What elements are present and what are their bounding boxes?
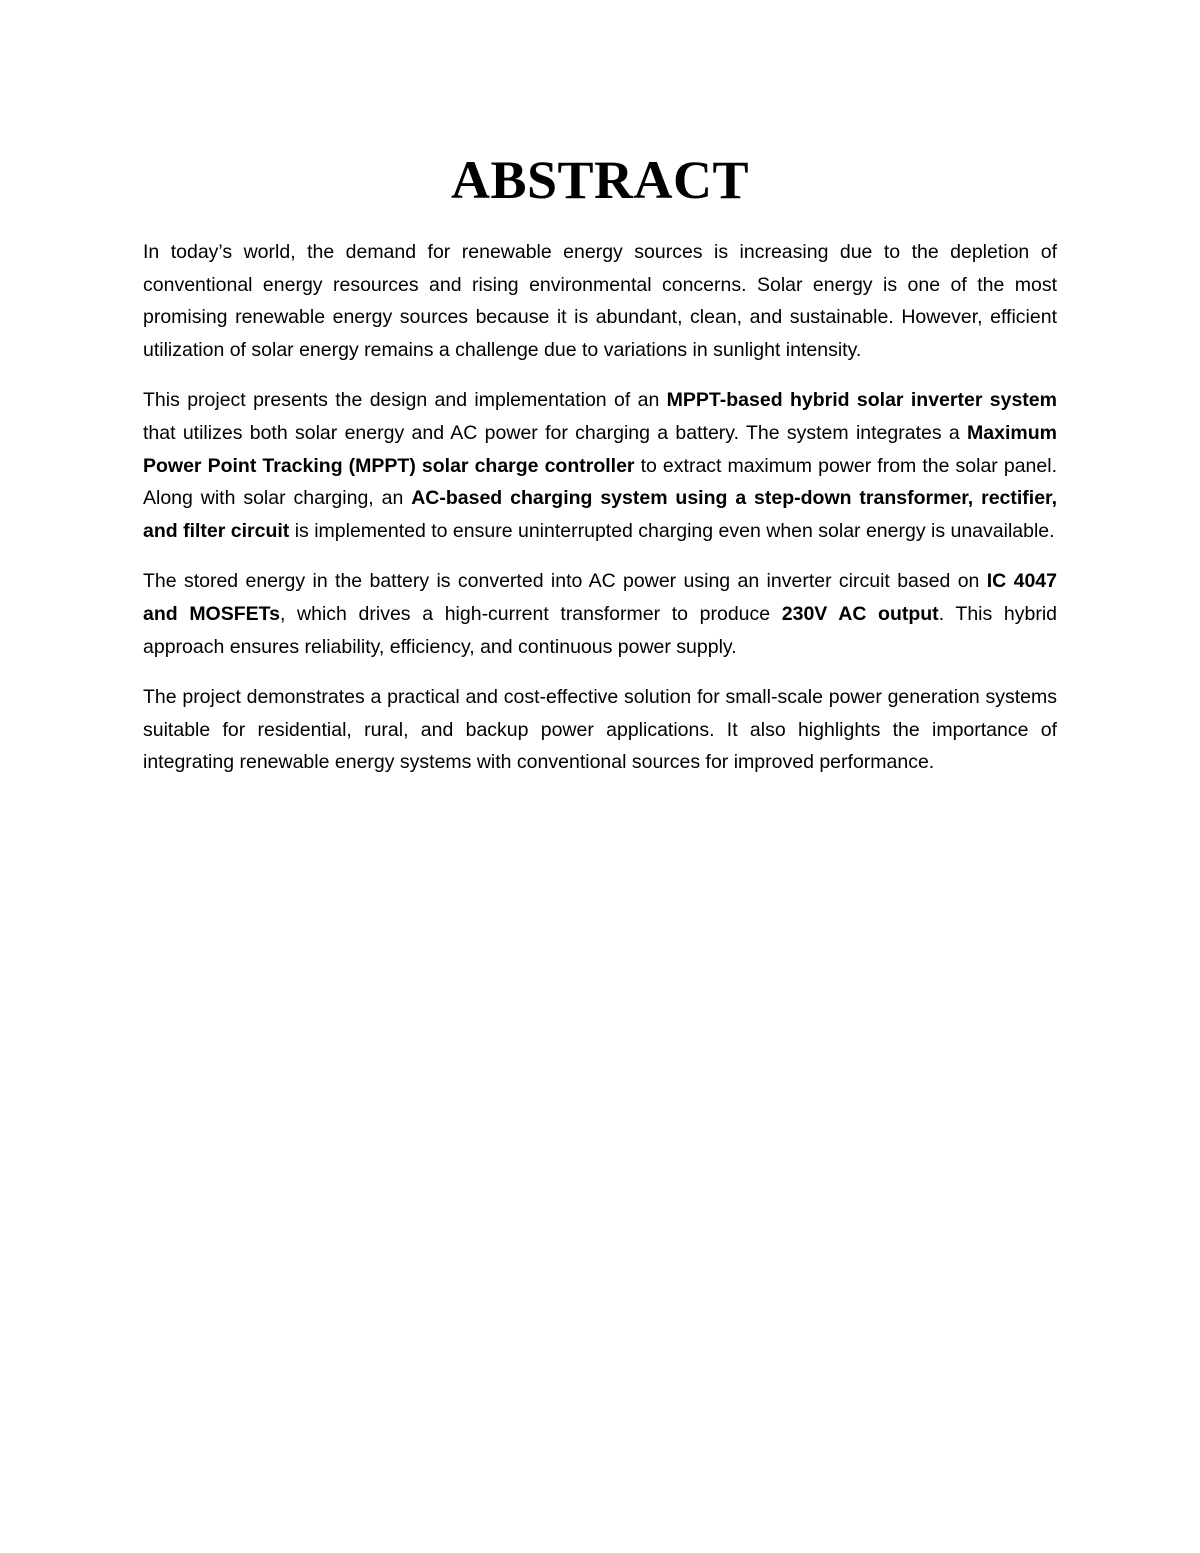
bold-text-segment: MPPT-based hybrid solar inverter system [666,389,1057,412]
paragraph-2 [143,384,1057,547]
text-segment: The stored energy in the battery is converted into AC power using an inverter circuit based on [143,570,987,593]
text-segment: This project presents the design and implementation of an [143,389,667,412]
text-segment: The project demonstrates a practical and cost-effective solution for small-scale power generation systems suitable for residential, rural, and backup power applications. It also highlights the importance of integrating renewable energy systems with conventional sources for improved performance. [143,686,1057,774]
bold-text-segment: Maximum Power Point Tracking (MPPT) solar charge controller [143,421,1057,477]
bold-text-segment: 230V AC output [781,602,939,625]
abstract-body [143,236,1057,797]
text-segment: that utilizes both solar energy and AC power for charging a battery. The system integrates a [143,421,968,444]
text-segment: In today’s world, the demand for renewable energy sources is increasing due to the depletion of conventional energy resources and rising environmental concerns. Solar energy is one of the most promising renewable energy sources because it is abundant, clean, and sustainable. However, efficient utilization of solar energy remains a challenge due to variations in sunlight intensity. [143,241,1057,361]
paragraph-4 [143,681,1057,779]
bold-text-segment: AC-based charging system using a step-down transformer, rectifier, and filter circuit [143,487,1057,542]
paragraph-1 [143,236,1057,366]
text-segment: is implemented to ensure uninterrupted charging even when solar energy is unavailable. [289,519,1055,542]
paragraph-3 [143,565,1057,663]
text-segment: , which drives a high-current transformer to produce [279,602,782,625]
bold-text-segment: IC 4047 and MOSFETs [143,570,1057,625]
text-segment: to extract maximum power from the solar panel. Along with solar charging, an [143,454,1057,510]
page-title: ABSTRACT [450,150,750,210]
text-segment: . This hybrid approach ensures reliability, efficiency, and continuous power supply. [143,602,1057,658]
